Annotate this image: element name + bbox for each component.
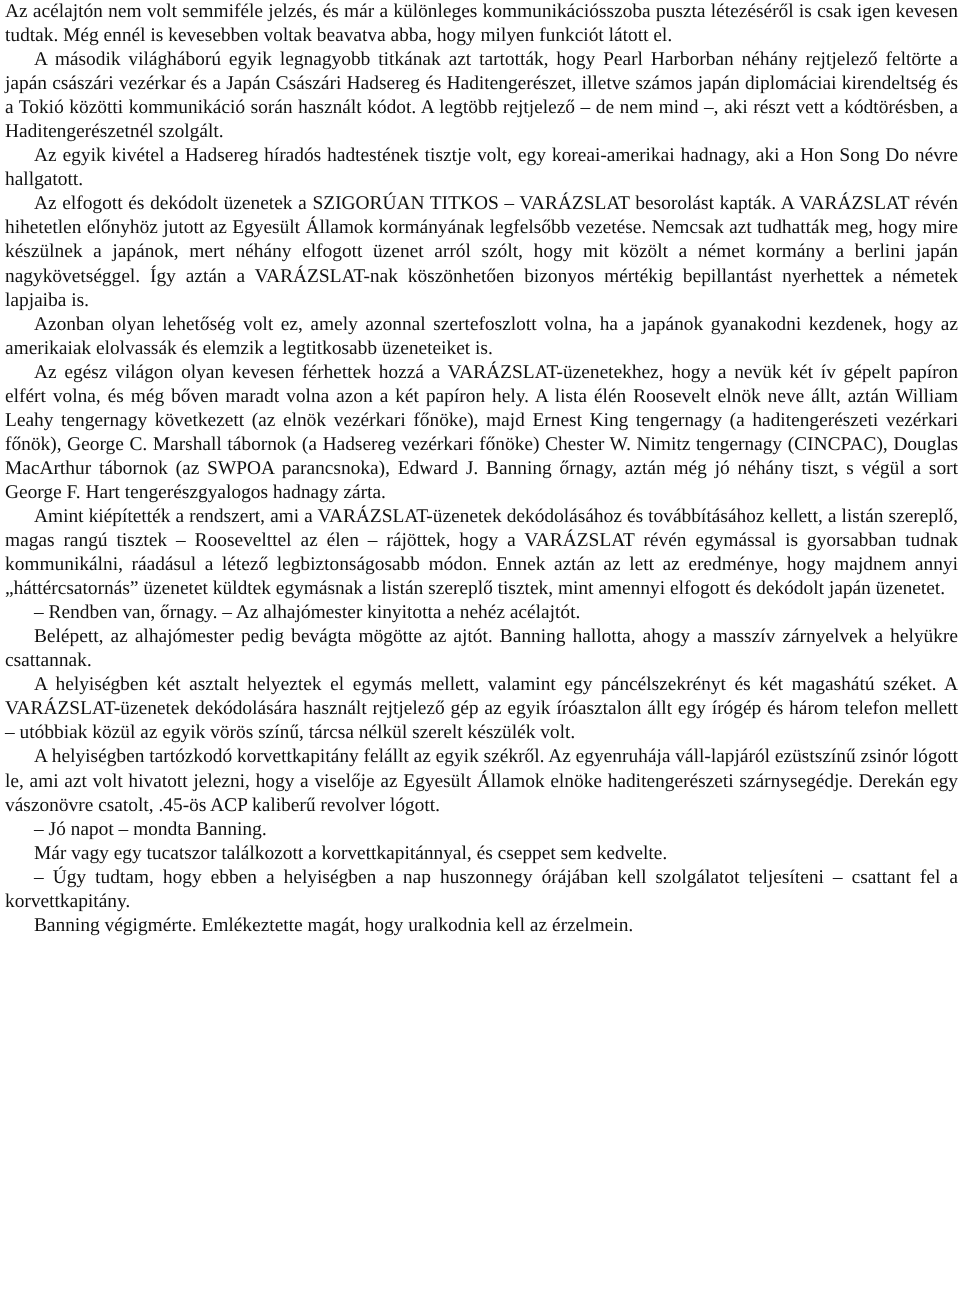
- paragraph-door: Az acélajtón nem volt semmiféle jelzés, és már a különleges kommunikációsszoba puszta létezéséről is csak igen kevesen tudtak. Még ennél is kevesebben voltak beavatva abba, hogy milyen funkciót látott el.: [5, 1, 958, 47]
- paragraph-room: A helyiségben két asztalt helyeztek el egymás mellett, valamint egy páncélszekrényt és két magashátú széket. A VARÁZSLAT-üzenetek dekódolására használt rejtjelező gép az egyik íróasztalon állt egy írógép és három telefon mellett – utóbbiak közül az egyik vörös színű, tárcsa nélkül szerelt készülék volt.: [5, 674, 958, 744]
- paragraph-exception: Az egyik kivétel a Hadsereg híradós hadtestének tisztje volt, egy koreai-amerikai hadnagy, aki a Hon Song Do névre hallgatott.: [5, 145, 958, 191]
- paragraph-entered: Belépett, az alhajómester pedig bevágta mögötte az ajtót. Banning hallotta, ahogy a masszív zárnyelvek a helyükre csattannak.: [5, 626, 958, 672]
- paragraph-magic-classification: Az elfogott és dekódolt üzenetek a SZIGORÚAN TITKOS – VARÁZSLAT besorolást kapták. A VARÁZSLAT révén hihetetlen előnyhöz jutott az Egyesült Államok kormányának legfelsőbb vezetése. Nemcsak azt tudhatták meg, hogy mire készülnek a japánok, mert néhány elfogott üzenet arról szólt, hogy mit közölt a német kormány a berlini japán nagykövetséggel. Így aztán a VARÁZSLAT-nak köszönhetően bizonyos mértékig bepillantást nyerhettek a németek lapjaiba is.: [5, 193, 958, 311]
- paragraph-backchannel: Amint kiépítették a rendszert, ami a VARÁZSLAT-üzenetek dekódolásához és továbbításához kellett, a listán szereplő, magas rangú tisztek – Roosevelttel az élen – rájöttek, hogy a VARÁZSLAT révén egymással is gyorsabban tudnak kommunikálni, ráadásul a létező legbiztonságosabb módon. Ennek aztán az lett az eredménye, hogy majdnem annyi „háttércsatornás” üzenetet küldtek egymásnak a listán szereplő tisztek, mint amennyi elfogott és dekódolt japán üzenetet.: [5, 505, 958, 600]
- paragraph-opportunity: Azonban olyan lehetőség volt ez, amely azonnal szertefoszlott volna, ha a japánok gyanakodni kezdenek, hogy az amerikaiak elolvassák és elemzik a legtitkosabb üzeneteiket is.: [5, 313, 958, 359]
- paragraph-dialogue-commander: – Úgy tudtam, hogy ebben a helyiségben a nap huszonnegy órájában kell szolgálatot teljesíteni – csattant fel a korvettkapitány.: [5, 866, 958, 912]
- paragraph-dialogue-major: – Rendben van, őrnagy. – Az alhajómester kinyitotta a nehéz acélajtót.: [34, 602, 581, 624]
- paragraph-list: Az egész világon olyan kevesen férhettek hozzá a VARÁZSLAT-üzenetekhez, hogy a nevük két ív gépelt papíron elfért volna, és még bőven maradt volna azon a két papíron hely. A lista élén Roosevelt elnök neve állt, aztán William Leahy tengernagy következett (az elnök vezérkari főnöke), majd Ernest King tengernagy (a haditengerészeti vezérkari főnök), George C. Marshall tábornok (a Hadsereg vezérkari főnöke) Chester W. Nimitz tengernagy (CINCPAC), Douglas MacArthur tábornok (az SWPOA parancsnoka), Edward J. Banning őrnagy, aztán még jó néhány tiszt, s végül a sort George F. Hart tengerészgyalogos hadnagy zárta.: [5, 361, 958, 503]
- paragraph-dialogue-greeting: – Jó napot – mondta Banning.: [34, 818, 267, 840]
- paragraph-commander: A helyiségben tartózkodó korvettkapitány felállt az egyik székről. Az egyenruhája váll-lapjáról ezüstszínű zsinór lógott le, ami azt volt hivatott jelezni, hogy a viselője az Egyesült Államok elnöke haditengerészeti szárnysegédje. Derekán egy vászonövre csatolt, .45-ös ACP kaliberű revolver lógott.: [5, 746, 958, 816]
- paragraph-pearl-harbor: A második világháború egyik legnagyobb titkának azt tartották, hogy Pearl Harborban néhány rejtjelező feltörte a japán császári vezérkar és a Japán Császári Hadsereg és Haditengerészet, illetve számos japán diplomáciai kirendeltség és a Tokió közötti kommunikáció során használt kódot. A legtöbb rejtjelező – de nem mind –, aki részt vett a kódtörésben, a Haditengerészetnél szolgált.: [5, 49, 958, 143]
- document-page: [5, 0, 958, 938]
- paragraph-banning-emotions: Banning végigmérte. Emlékeztette magát, hogy uralkodnia kell az érzelmein.: [34, 914, 634, 936]
- paragraph-met-before: Már vagy egy tucatszor találkozott a korvettkapitánnyal, és cseppet sem kedvelte.: [34, 842, 668, 864]
